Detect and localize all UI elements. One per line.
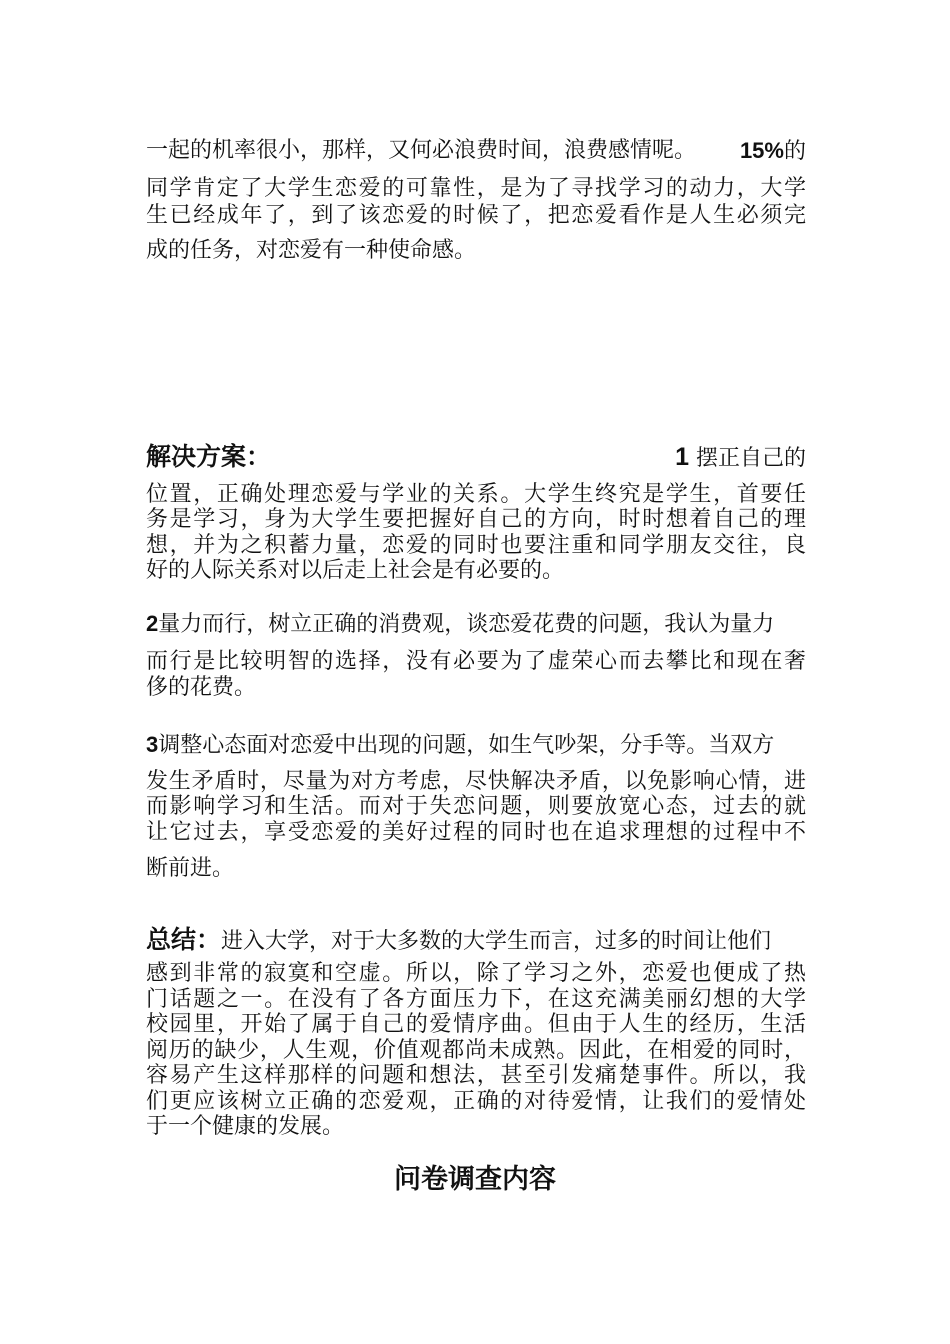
summary-line: 们更应该树立正确的恋爱观，正确的对待爱情，让我们的爱情处 — [146, 1089, 806, 1114]
solution-2-number: 2 — [146, 611, 159, 636]
solution-2-line: 侈的花费。 — [146, 675, 257, 700]
solution-1-head — [675, 442, 806, 474]
solution-1-line: 务是学习，身为大学生要把握好自己的方向，时时想着自己的理 — [146, 507, 806, 532]
summary-line: 于一个健康的发展。 — [146, 1114, 345, 1139]
solution-3-line: 而影响学习和生活。而对于失恋问题，则要放宽心态，过去的就 — [146, 794, 806, 819]
paragraph-top-line-2: 同学肯定了大学生恋爱的可靠性，是为了寻找学习的动力，大学 — [146, 176, 806, 201]
solution-1-number: 1 — [675, 443, 689, 471]
solution-3-line: 断前进。 — [146, 856, 235, 881]
solution-3-line: 让它过去，享受恋爱的美好过程的同时也在追求理想的过程中不 — [146, 820, 806, 845]
solution-2-head-line — [146, 611, 806, 638]
summary-head-line — [146, 925, 806, 957]
paragraph-top-line-1-text: 一起的机率很小，那样，又何必浪费时间，浪费感情呢。 — [146, 138, 697, 163]
solution-3-head-text: 调整心态面对恋爱中出现的问题，如生气吵架，分手等。当双方 — [158, 733, 775, 758]
percent-tail: 的 — [783, 139, 806, 164]
solution-1-line: 位置，正确处理恋爱与学业的关系。大学生终究是学生，首要任 — [146, 482, 806, 507]
section-title: 问卷调查内容 — [394, 1164, 556, 1195]
solution-2-line: 而行是比较明智的选择，没有必要为了虚荣心而去攀比和现在奢 — [146, 649, 806, 674]
summary-line: 容易产生这样那样的问题和想法，甚至引发痛楚事件。所以，我 — [146, 1063, 806, 1088]
solution-3-line: 发生矛盾时，尽量为对方考虑，尽快解决矛盾，以免影响心情，进 — [146, 769, 806, 794]
summary-heading: 总结： — [146, 925, 222, 954]
summary-line: 感到非常的寂寞和空虚。所以，除了学习之外，恋爱也便成了热 — [146, 961, 806, 986]
solution-3-head-line — [146, 732, 806, 759]
paragraph-top-line-3: 生已经成年了，到了该恋爱的时候了，把恋爱看作是人生必须完 — [146, 203, 806, 228]
solutions-heading-line — [146, 442, 806, 474]
solutions-heading: 解决方案： — [146, 442, 272, 471]
solution-1-line: 好的人际关系对以后走上社会是有必要的。 — [146, 558, 565, 583]
percent-value: 15% — [739, 138, 784, 163]
solution-3-number: 3 — [146, 732, 159, 757]
paragraph-top-line-1 — [146, 138, 806, 164]
solution-1-line: 想，并为之积蓄力量，恋爱的同时也要注重和同学朋友交往，良 — [146, 533, 806, 558]
paragraph-top-line-4: 成的任务，对恋爱有一种使命感。 — [146, 238, 477, 263]
summary-line: 阅历的缺少，人生观，价值观都尚未成熟。因此，在相爱的同时， — [146, 1038, 806, 1063]
solution-2-head-text: 量力而行，树立正确的消费观，谈恋爱花费的问题，我认为量力 — [158, 612, 775, 637]
summary-head-text: 进入大学，对于大多数的大学生而言，过多的时间让他们 — [221, 929, 772, 954]
solution-1-head-text: 摆正自己的 — [695, 446, 806, 471]
summary-line: 校园里，开始了属于自己的爱情序曲。但由于人生的经历，生活 — [146, 1012, 806, 1037]
summary-line: 门话题之一。在没有了各方面压力下，在这充满美丽幻想的大学 — [146, 987, 806, 1012]
percent-phrase — [740, 138, 806, 164]
